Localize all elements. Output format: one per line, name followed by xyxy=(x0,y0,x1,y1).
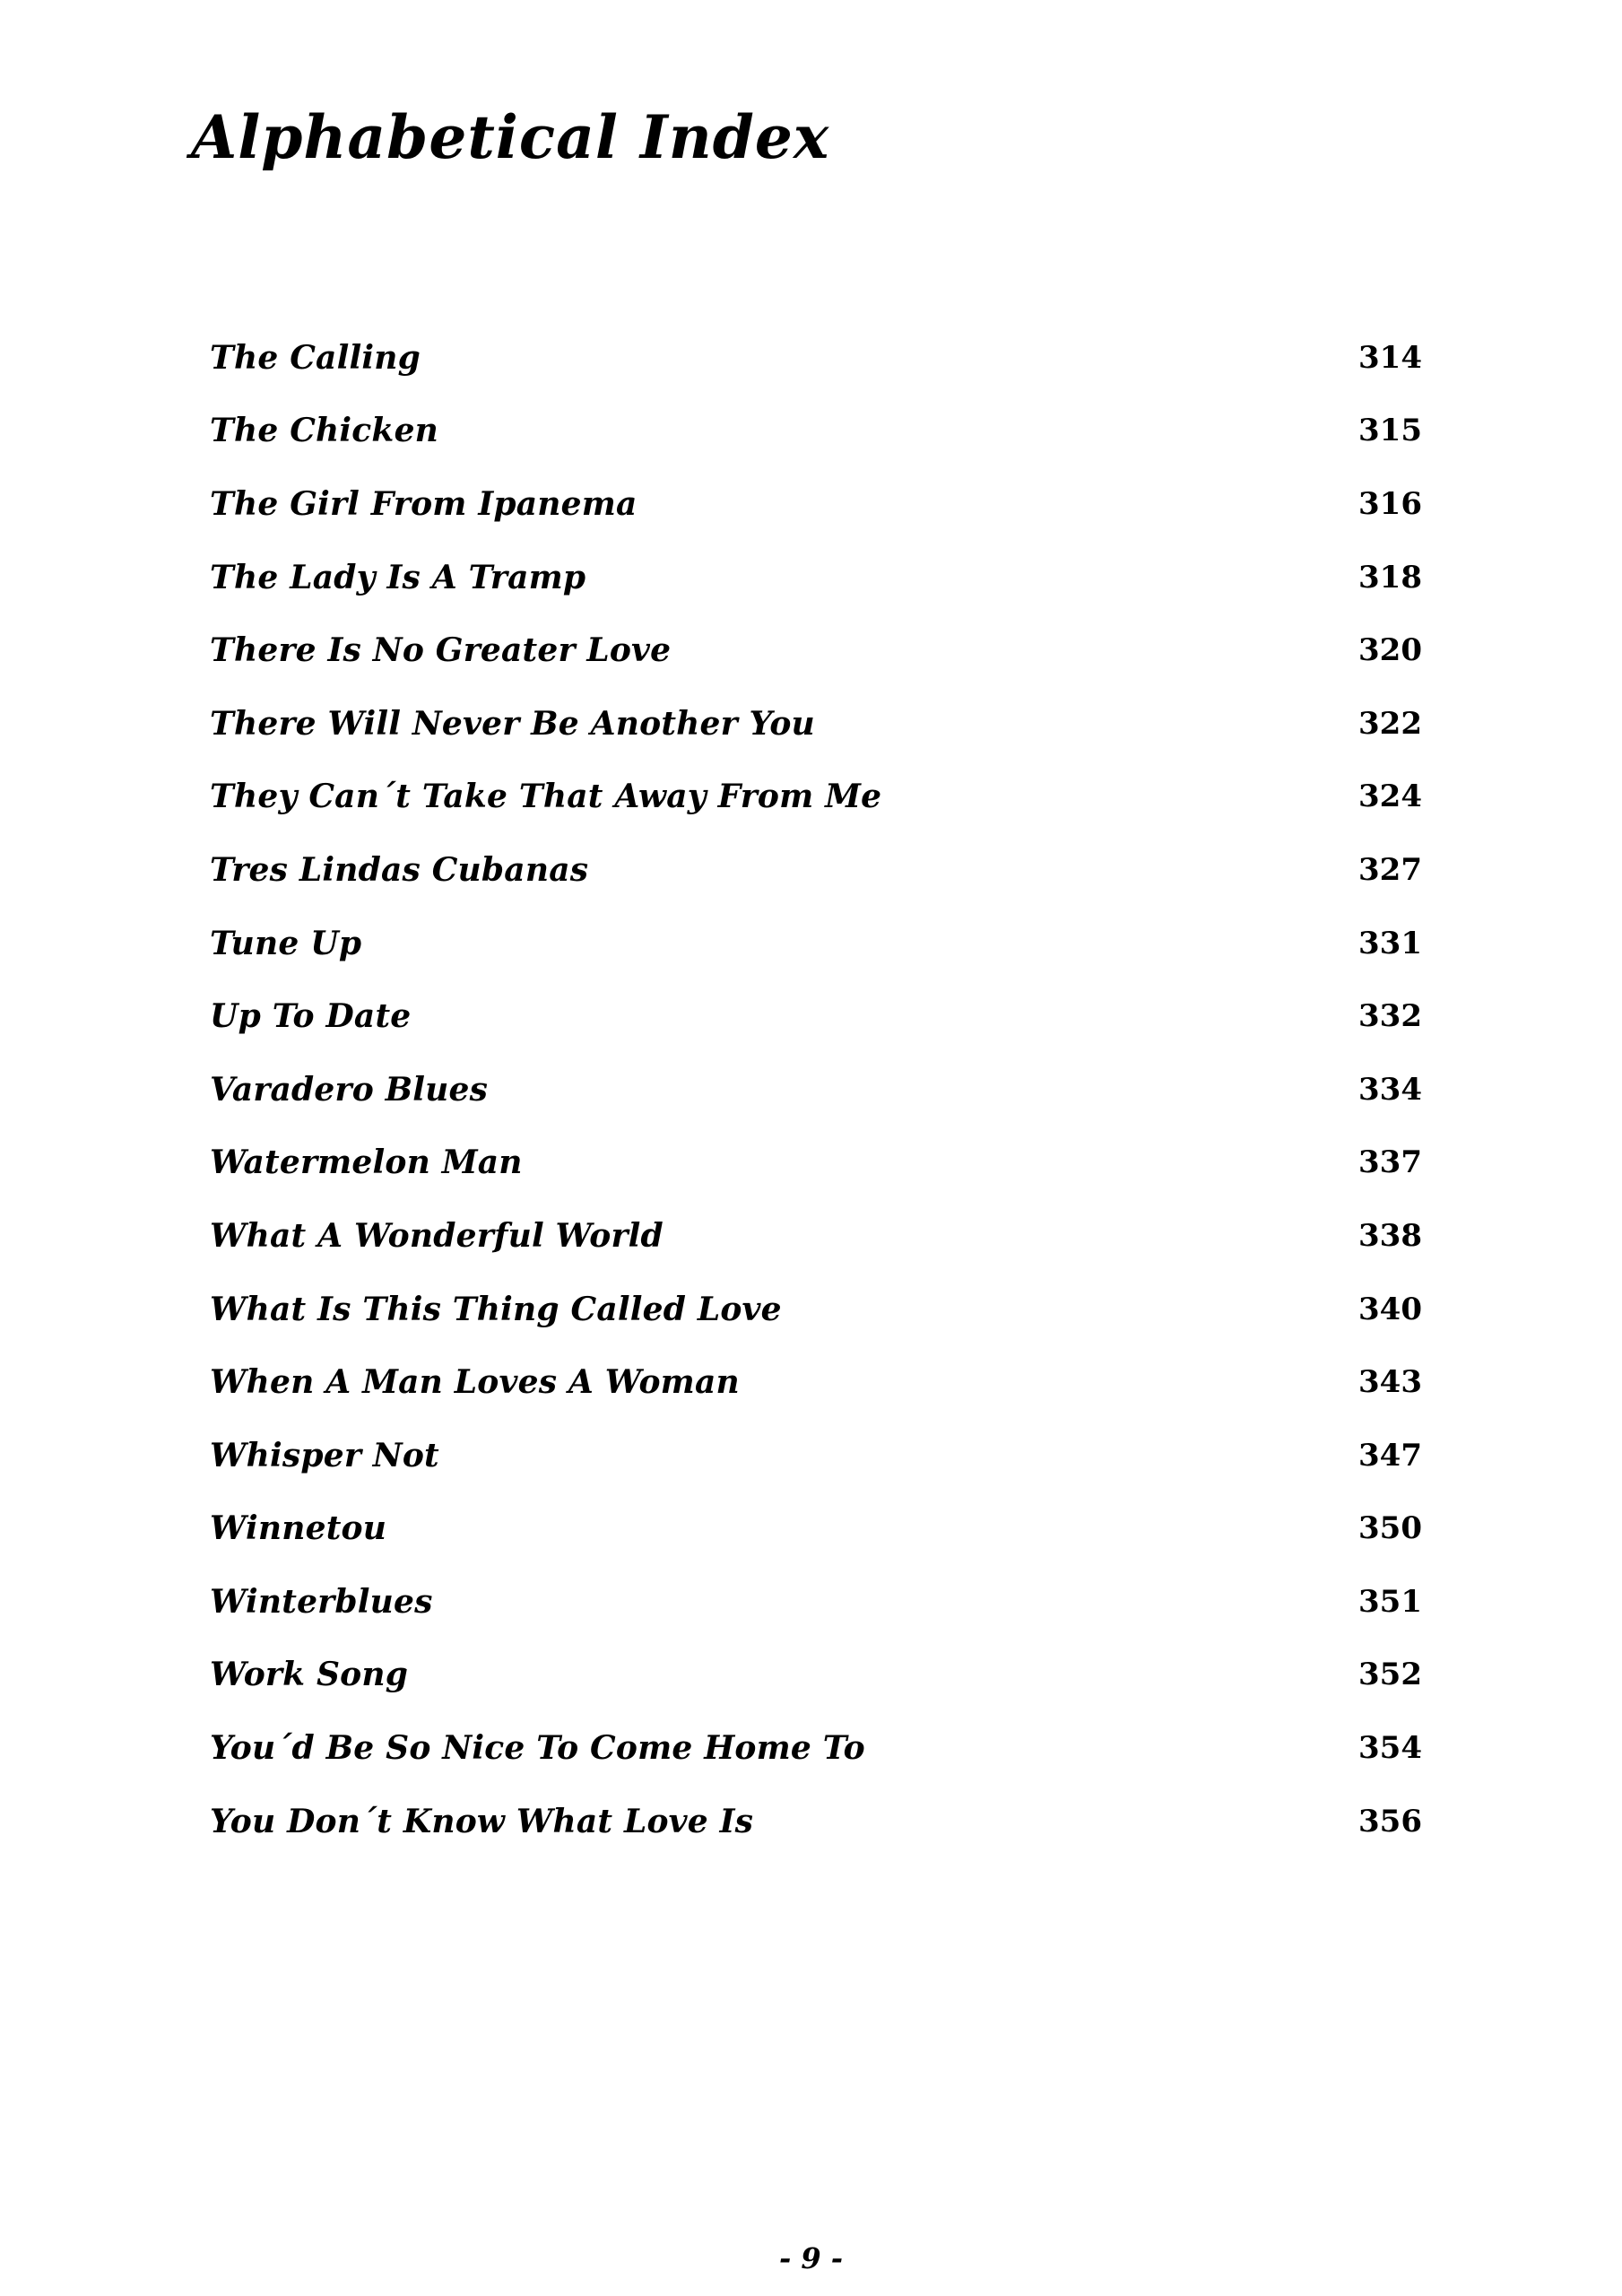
entry-page-number: 322 xyxy=(1358,705,1422,742)
entry-page-number: 327 xyxy=(1358,851,1422,888)
entry-title: Up To Date xyxy=(210,997,412,1036)
entry-title: Varadero Blues xyxy=(210,1070,489,1109)
index-list xyxy=(210,321,1422,1857)
index-entry[interactable] xyxy=(210,1345,1422,1419)
entry-page-number: 343 xyxy=(1358,1364,1422,1401)
index-entry[interactable] xyxy=(210,613,1422,687)
entry-title: Whisper Not xyxy=(210,1436,439,1474)
entry-title: You´d Be So Nice To Come Home To xyxy=(210,1729,865,1768)
entry-title: Winnetou xyxy=(210,1509,387,1548)
entry-page-number: 351 xyxy=(1358,1583,1422,1620)
entry-title: The Chicken xyxy=(210,412,439,450)
entry-page-number: 338 xyxy=(1358,1217,1422,1254)
entry-page-number: 337 xyxy=(1358,1144,1422,1181)
entry-title: Tune Up xyxy=(210,924,362,962)
index-entry[interactable] xyxy=(210,1126,1422,1200)
index-entry[interactable] xyxy=(210,321,1422,395)
entry-page-number: 314 xyxy=(1358,339,1422,376)
entry-title: They Can´t Take That Away From Me xyxy=(210,778,882,816)
entry-title: What Is This Thing Called Love xyxy=(210,1290,782,1328)
entry-title: What A Wonderful World xyxy=(210,1216,664,1255)
entry-page-number: 315 xyxy=(1358,413,1422,449)
entry-page-number: 350 xyxy=(1358,1510,1422,1547)
entry-page-number: 331 xyxy=(1358,925,1422,961)
index-entry[interactable] xyxy=(210,1492,1422,1566)
entry-title: The Girl From Ipanema xyxy=(210,484,638,523)
index-entry[interactable] xyxy=(210,761,1422,834)
index-entry[interactable] xyxy=(210,833,1422,907)
index-entry[interactable] xyxy=(210,467,1422,541)
index-entry[interactable] xyxy=(210,687,1422,761)
index-entry[interactable] xyxy=(210,907,1422,980)
entry-page-number: 356 xyxy=(1358,1803,1422,1839)
index-entry[interactable] xyxy=(210,1785,1422,1858)
entry-page-number: 347 xyxy=(1358,1437,1422,1474)
index-entry[interactable] xyxy=(210,1711,1422,1785)
entry-title: Tres Lindas Cubanas xyxy=(210,850,589,889)
index-entry[interactable] xyxy=(210,1053,1422,1126)
entry-title: The Calling xyxy=(210,338,421,377)
entry-page-number: 340 xyxy=(1358,1291,1422,1327)
entry-page-number: 324 xyxy=(1358,778,1422,815)
entry-page-number: 334 xyxy=(1358,1071,1422,1108)
index-entry[interactable] xyxy=(210,979,1422,1053)
index-entry[interactable] xyxy=(210,1639,1422,1712)
index-entry[interactable] xyxy=(210,1273,1422,1346)
entry-page-number: 352 xyxy=(1358,1657,1422,1693)
entry-title: Winterblues xyxy=(210,1582,433,1621)
entry-title: The Lady Is A Tramp xyxy=(210,558,586,596)
entry-title: You Don´t Know What Love Is xyxy=(210,1802,754,1840)
index-entry[interactable] xyxy=(210,395,1422,468)
index-entry[interactable] xyxy=(210,1565,1422,1639)
page-number: - 9 - xyxy=(778,2241,844,2275)
entry-page-number: 320 xyxy=(1358,632,1422,669)
index-entry[interactable] xyxy=(210,1199,1422,1273)
entry-page-number: 332 xyxy=(1358,998,1422,1035)
page-title: Alphabetical Index xyxy=(191,102,830,172)
entry-page-number: 318 xyxy=(1358,559,1422,596)
entry-title: There Will Never Be Another You xyxy=(210,704,815,743)
entry-title: When A Man Loves A Woman xyxy=(210,1363,740,1402)
entry-page-number: 316 xyxy=(1358,485,1422,522)
entry-title: Work Song xyxy=(210,1656,409,1694)
entry-title: Watermelon Man xyxy=(210,1144,523,1182)
index-entry[interactable] xyxy=(210,541,1422,614)
index-entry[interactable] xyxy=(210,1419,1422,1492)
entry-title: There Is No Greater Love xyxy=(210,631,672,670)
entry-page-number: 354 xyxy=(1358,1730,1422,1767)
